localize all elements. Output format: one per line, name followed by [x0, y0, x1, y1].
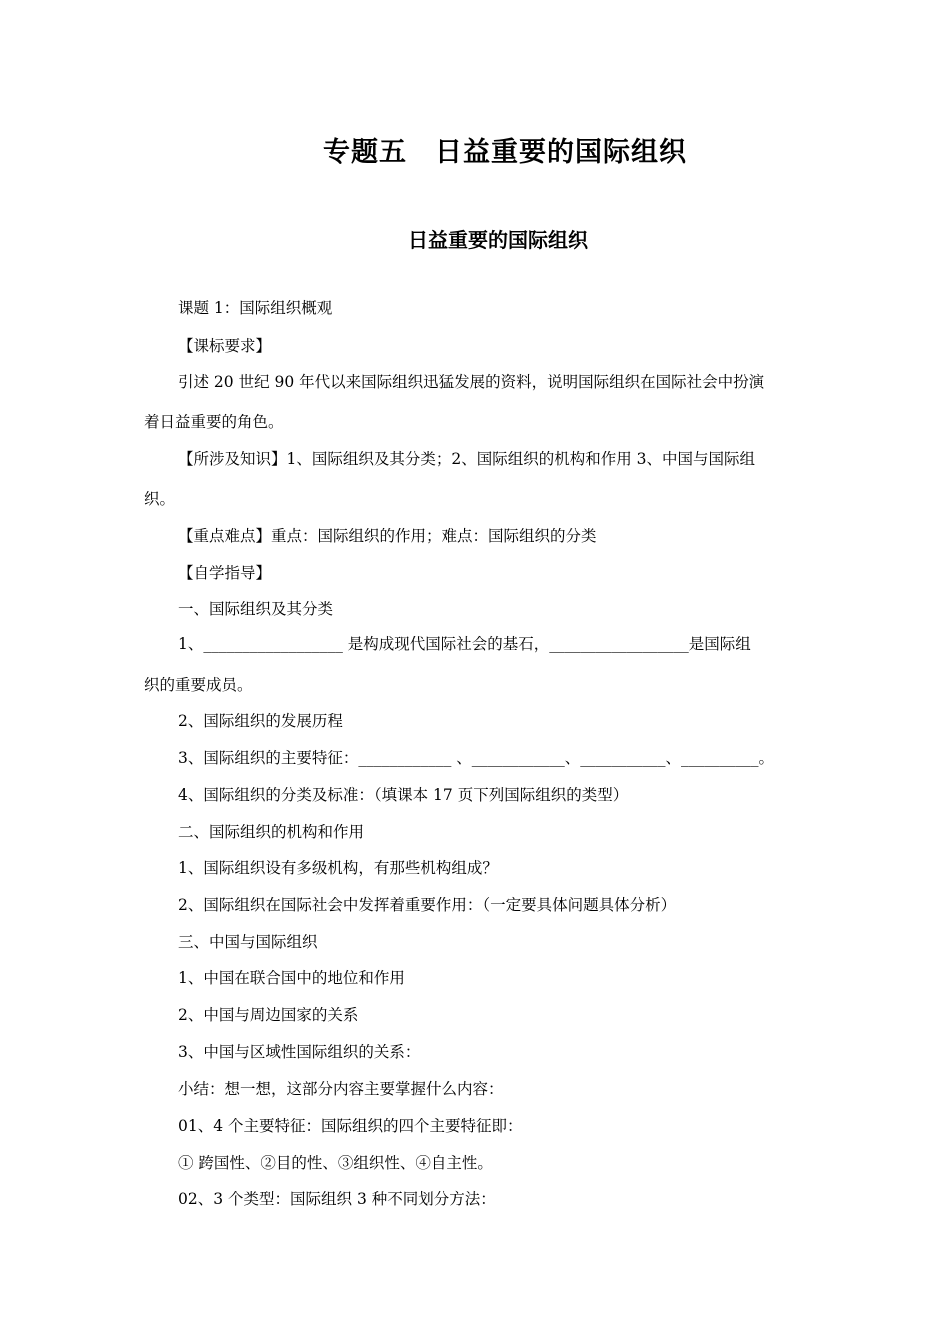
item-classification: 4、国际组织的分类及标准：（填课本 17 页下列国际组织的类型）: [178, 786, 629, 804]
summary-types: 02、3 个类型：国际组织 3 种不同划分方法：: [178, 1190, 496, 1208]
page-subtitle: 日益重要的国际组织: [408, 228, 588, 252]
heading-part-1: 一、国际组织及其分类: [178, 600, 334, 618]
heading-part-2: 二、国际组织的机构和作用: [178, 823, 365, 841]
item-china-neighbors: 2、中国与周边国家的关系: [178, 1006, 359, 1024]
summary-intro: 小结：想一想，这部分内容主要掌握什么内容：: [178, 1080, 504, 1098]
item-development: 2、国际组织的发展历程: [178, 712, 343, 730]
section-standard-req: 【课标要求】: [178, 337, 272, 355]
item-role: 2、国际组织在国际社会中发挥着重要作用：（一定要具体问题具体分析）: [178, 896, 677, 914]
page-title: 专题五 日益重要的国际组织: [323, 137, 687, 168]
knowledge-text-cont: 织。: [144, 490, 176, 508]
summary-features-list: ① 跨国性、②目的性、③组织性、④自主性。: [178, 1154, 493, 1172]
heading-part-3: 三、中国与国际组织: [178, 933, 318, 951]
fill-in-question-1-cont: 织的重要成员。: [144, 676, 253, 694]
knowledge-text: 【所涉及知识】1、国际组织及其分类；2、国际组织的机构和作用 3、中国与国际组: [178, 450, 756, 468]
item-china-un: 1、中国在联合国中的地位和作用: [178, 969, 405, 987]
standard-req-text: 引述 20 世纪 90 年代以来国际组织迅猛发展的资料，说明国际组织在国际社会中扮演: [178, 373, 765, 391]
fill-in-question-3: 3、国际组织的主要特征：____________ 、____________、___________、__________。: [178, 749, 775, 767]
summary-features: 01、4 个主要特征：国际组织的四个主要特征即：: [178, 1117, 523, 1135]
section-self-study: 【自学指导】: [178, 564, 272, 582]
standard-req-text-cont: 着日益重要的角色。: [144, 413, 284, 431]
fill-in-question-1: 1、__________________ 是构成现代国际社会的基石，__________________是国际组: [178, 635, 751, 653]
item-organs: 1、国际组织设有多级机构，有那些机构组成？: [178, 859, 498, 877]
lesson-title: 课题 1：国际组织概观: [178, 299, 333, 317]
key-points-text: 【重点难点】重点：国际组织的作用；难点：国际组织的分类: [178, 527, 597, 545]
item-china-regional: 3、中国与区域性国际组织的关系：: [178, 1043, 421, 1061]
